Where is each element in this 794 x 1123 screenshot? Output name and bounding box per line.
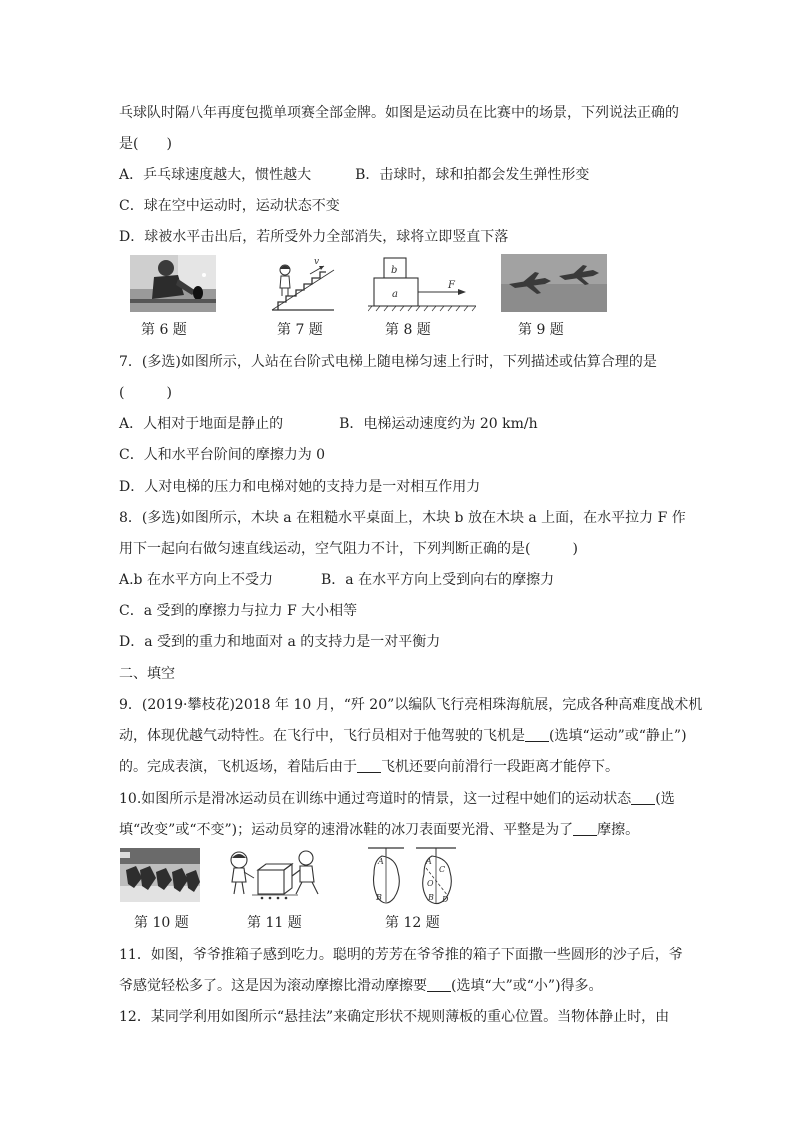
q6-stem-line1: 乓球队时隔八年再度包揽单项赛全部金牌。如图是运动员在比赛中的场景，下列说法正确的 <box>119 105 679 121</box>
q8-stem-line1: 8．(多选)如图所示，木块 a 在粗糙水平桌面上，木块 b 放在木块 a 上面，在水平拉力 F 作 <box>119 510 686 526</box>
fig12-caption: 第 12 题 <box>385 915 440 931</box>
fig8-label-F: F <box>448 280 455 291</box>
q9-line1: 9．(2019·攀枝花)2018 年 10 月，“歼 20”以编队飞行亮相珠海航展，完成各种高难度战术机 <box>119 697 703 713</box>
fig11-pushing-box-diagram <box>226 848 326 902</box>
q8-option-c: C．a 受到的摩擦力与拉力 F 大小相等 <box>119 603 358 619</box>
q10-line2: 填“改变”或“不变”)；运动员穿的速滑冰鞋的冰刀表面要光滑、平整是为了 摩擦。 <box>119 822 640 838</box>
fig9-jets-photo <box>501 254 607 312</box>
fig6-table-tennis-photo <box>130 255 216 312</box>
q6-option-c: C．球在空中运动时，运动状态不变 <box>119 198 340 214</box>
q8-option-d: D．a 受到的重力和地面对 a 的支持力是一对平衡力 <box>119 634 441 650</box>
fig8-label-a: a <box>392 289 398 300</box>
q9-blank-2 <box>357 758 381 773</box>
q8-options-ab <box>119 571 554 589</box>
q10-blank-1 <box>631 790 655 805</box>
q6-option-d: D．球被水平击出后，若所受外力全部消失，球将立即竖直下落 <box>119 229 509 245</box>
fig12-label-C: C <box>439 865 446 874</box>
fig7-escalator-diagram <box>268 252 338 314</box>
q10-line1: 10.如图所示是滑冰运动员在训练中通过弯道时的情景，这一过程中她们的运动状态 (选 <box>119 791 675 807</box>
fig12-label-B1: B <box>376 893 382 902</box>
section-fill-in-title: 二、填空 <box>119 666 175 682</box>
q7-option-b: B．电梯运动速度约为 20 km/h <box>339 416 538 432</box>
fig12-label-A1: A <box>378 857 384 866</box>
q6-options-ab <box>119 166 589 184</box>
q6-stem-line2: 是( ) <box>119 136 172 152</box>
fig8-caption: 第 8 题 <box>385 322 431 338</box>
q8-option-a: A.b 在水平方向上不受力 <box>119 572 273 588</box>
q9-blank-1 <box>525 727 549 742</box>
q6-option-b: B．击球时，球和拍都会发生弹性形变 <box>355 167 590 183</box>
fig11-caption: 第 11 题 <box>247 915 302 931</box>
fig7-label-v: v <box>314 257 320 267</box>
q12-line1: 12．某同学利用如图所示“悬挂法”来确定形状不规则薄板的重心位置。当物体静止时，由 <box>119 1009 670 1025</box>
fig7-caption: 第 7 题 <box>277 322 323 338</box>
fig12-label-D: D <box>442 895 449 904</box>
q6-option-a: A．乒乓球速度越大，惯性越大 <box>119 167 312 183</box>
q9-line2: 动，体现优越气动特性。在飞行中，飞行员相对于他驾驶的飞机是 (选填“运动”或“静止”) <box>119 728 687 744</box>
q11-line2: 爷感觉轻松多了。这是因为滚动摩擦比滑动摩擦要 (选填“大”或“小”)得多。 <box>119 978 603 994</box>
fig12-label-B2: B <box>428 893 434 902</box>
q7-option-a: A．人相对于地面是静止的 <box>119 416 284 432</box>
fig12-suspension-diagram <box>364 846 462 908</box>
q11-line1: 11．如图，爷爷推箱子感到吃力。聪明的芳芳在爷爷推的箱子下面撒一些圆形的沙子后，爷 <box>119 947 683 963</box>
q11-blank <box>427 977 451 992</box>
q7-stem-line2: ( ) <box>119 385 172 401</box>
q7-option-c: C．人和水平台阶间的摩擦力为 0 <box>119 447 326 463</box>
q8-stem-line2: 用下一起向右做匀速直线运动，空气阻力不计，下列判断正确的是( ) <box>119 541 578 557</box>
fig10-speed-skating-photo <box>120 848 200 902</box>
fig10-caption: 第 10 题 <box>134 915 189 931</box>
q8-option-b: B．a 在水平方向上受到向右的摩擦力 <box>320 572 555 588</box>
fig6-caption: 第 6 题 <box>141 322 187 338</box>
q9-line3: 的。完成表演，飞机返场，着陆后由于 飞机还要向前滑行一段距离才能停下。 <box>119 759 619 775</box>
q10-blank-2 <box>573 821 597 836</box>
fig12-label-A2: A <box>426 857 432 866</box>
q7-stem-line1: 7．(多选)如图所示，人站在台阶式电梯上随电梯匀速上行时，下列描述或估算合理的是 <box>119 354 657 370</box>
fig9-caption: 第 9 题 <box>518 322 564 338</box>
fig8-label-b: b <box>391 265 398 276</box>
fig8-blocks-diagram <box>368 254 476 312</box>
q7-options-ab <box>119 415 538 433</box>
q7-option-d: D．人对电梯的压力和电梯对她的支持力是一对相互作用力 <box>119 479 481 495</box>
fig12-label-O: O <box>427 879 434 888</box>
